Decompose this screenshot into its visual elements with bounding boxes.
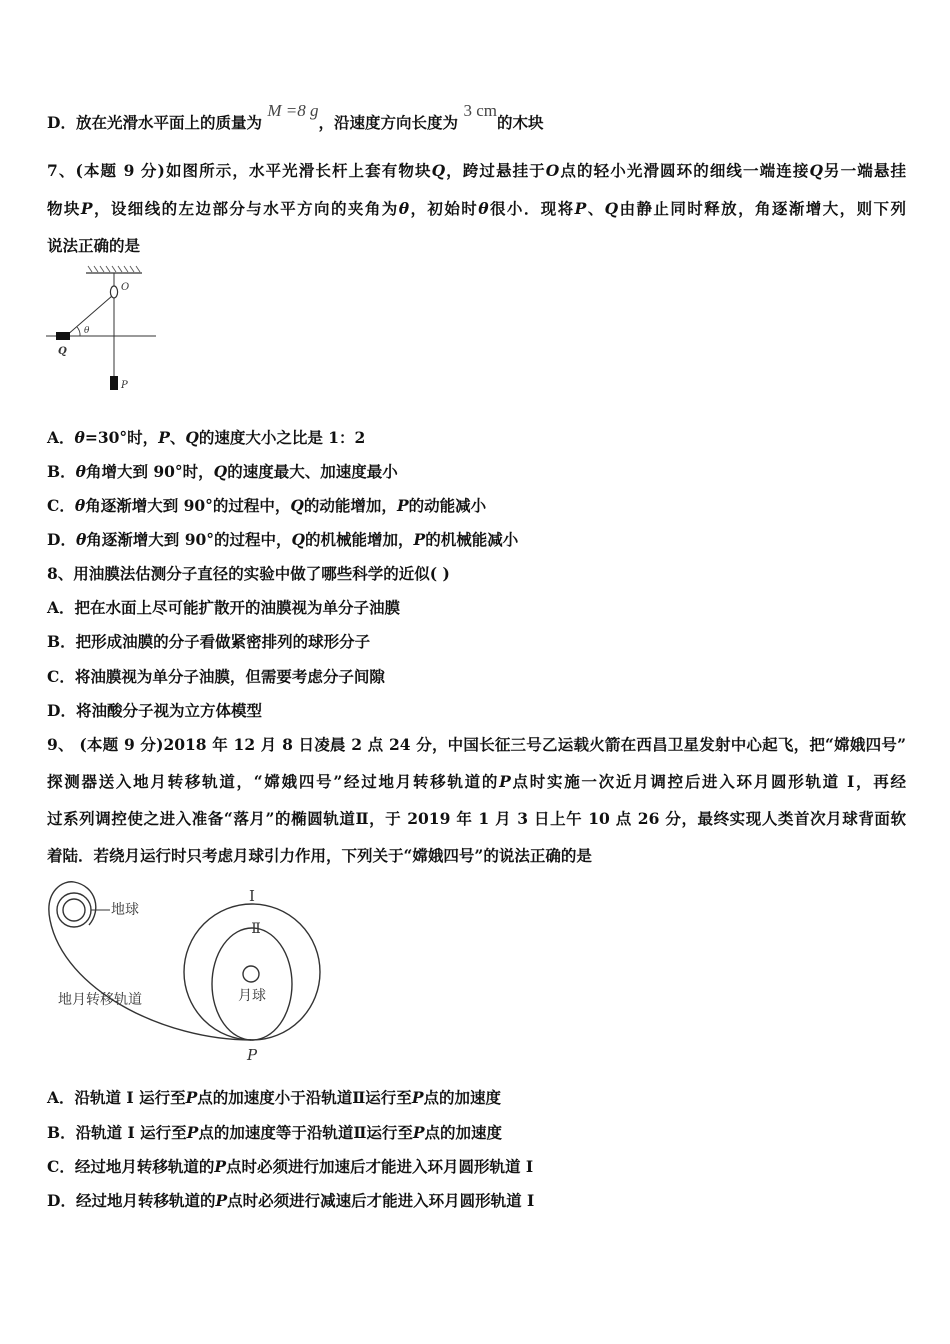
var: P <box>411 1088 424 1107</box>
var: θ <box>75 530 87 549</box>
var: Q <box>290 496 304 515</box>
text: 探测器送入地月转移轨道，“嫦娥四号”经过地月转移轨道的 <box>47 772 500 791</box>
var: P <box>185 1088 198 1107</box>
q8-option-b[interactable]: B．把形成油膜的分子看做紧密排列的球形分子 <box>47 632 371 651</box>
var: θ <box>75 462 86 481</box>
text: 点的加速度 <box>423 1088 501 1107</box>
var: P <box>396 496 409 515</box>
var: Q <box>604 199 619 218</box>
orbit-ii <box>212 928 292 1040</box>
text: 的速度最大、加速度最小 <box>227 462 398 481</box>
text: 的木块 <box>496 113 544 132</box>
text: 的机械能减小 <box>425 530 519 549</box>
text: 放在光滑水平面上的质量为 <box>75 113 262 132</box>
label-orbit-i: I <box>249 887 255 905</box>
q7-option-b[interactable] <box>47 461 398 483</box>
label-p: P <box>246 1046 258 1064</box>
q9-option-c[interactable] <box>47 1156 533 1178</box>
angle-arc <box>77 327 80 336</box>
text: 点时必须进行减速后才能进入环月圆形轨道 I <box>227 1191 535 1210</box>
text: 点的加速度小于沿轨道Ⅱ运行至 <box>197 1088 412 1107</box>
text: 的动能增加， <box>303 496 397 515</box>
text: 的机械能增加， <box>305 530 414 549</box>
var: P <box>412 1123 425 1142</box>
var: P <box>574 199 587 218</box>
text: 点的轻小光滑圆环的细线一端连接 <box>559 161 810 180</box>
transfer-orbit <box>49 882 251 1040</box>
q7-stem-line-3: 说法正确的是 <box>47 236 141 255</box>
var: Q <box>431 161 446 180</box>
q7-option-a[interactable] <box>47 427 365 449</box>
label-q: Q <box>58 346 67 357</box>
var: θ <box>74 428 85 447</box>
q7-stem-line-1 <box>47 160 906 182</box>
text: 点的加速度等于沿轨道Ⅱ运行至 <box>198 1123 413 1142</box>
block-q <box>56 332 70 340</box>
q6-option-d <box>47 101 544 134</box>
text: 物块 <box>47 199 81 218</box>
q7-option-d[interactable] <box>47 529 518 551</box>
text: 角逐渐增大到 90°的过程中， <box>85 496 291 515</box>
text: ，跨过悬挂于 <box>445 161 546 180</box>
q8-option-a[interactable]: A．把在水面上尽可能扩散开的油膜视为单分子油膜 <box>47 598 401 617</box>
q8-option-d[interactable]: D．将油酸分子视为立方体模型 <box>47 701 262 720</box>
text: 沿轨道 I 运行至 <box>75 1123 187 1142</box>
option-label: C． <box>47 1157 75 1176</box>
text: ，设细线的左边部分与水平方向的夹角为 <box>92 199 399 218</box>
mass-formula: M =8 g <box>267 101 319 120</box>
option-label: C． <box>47 496 75 515</box>
text: 角逐渐增大到 90°的过程中， <box>86 530 292 549</box>
q8-stem: 8、用油膜法估测分子直径的实验中做了哪些科学的近似( ) <box>47 564 450 583</box>
q9-stem-line-2 <box>47 771 906 793</box>
text: 沿轨道 I 运行至 <box>74 1088 186 1107</box>
block-p <box>110 376 118 390</box>
q8-option-c[interactable]: C．将油膜视为单分子油膜，但需要考虑分子间隙 <box>47 667 385 686</box>
var: Q <box>809 161 823 180</box>
q9-stem-line-3: 过系列调控使之进入准备“落月”的椭圆轨道Ⅱ，于 2019 年 1 月 3 日上午 10 点 26 分，最终实现人类首次月球背面软 <box>47 809 906 828</box>
q9-option-b[interactable] <box>47 1122 502 1144</box>
var: Q <box>213 462 228 481</box>
moon-icon <box>243 966 259 982</box>
label-earth: 地球 <box>111 902 139 918</box>
label-p: P <box>121 380 128 391</box>
text: ，初始时 <box>409 199 479 218</box>
label-theta: θ <box>84 326 90 336</box>
text: 角增大到 90°时， <box>85 462 214 481</box>
label-o: O <box>121 282 130 293</box>
text: ，沿速度方向长度为 <box>318 113 459 132</box>
var: P <box>215 1191 228 1210</box>
earth-icon <box>63 899 85 921</box>
ceiling-hatch <box>88 266 140 272</box>
q7-pulley-figure <box>44 262 160 394</box>
var: θ <box>398 199 410 218</box>
length-formula: 3 cm <box>463 101 497 120</box>
earth-outer-orbit <box>57 893 91 927</box>
q9-stem-line-1: 9、 (本题 9 分)2018 年 12 月 8 日凌晨 2 点 24 分，中国长征三号乙运载火箭在西昌卫星发射中心起飞，把“嫦娥四号” <box>47 735 906 754</box>
option-label: D． <box>47 1191 76 1210</box>
option-label: A． <box>47 1088 75 1107</box>
text: 经过地月转移轨道的 <box>75 1191 216 1210</box>
q9-option-d[interactable] <box>47 1190 534 1212</box>
var: O <box>545 161 560 180</box>
text: 的动能减小 <box>408 496 487 515</box>
text: =30°时， <box>84 428 159 447</box>
text: 很小．现将 <box>488 199 575 218</box>
label-moon: 月球 <box>238 988 266 1004</box>
text: 、 <box>169 428 186 447</box>
text: 点时必须进行加速后才能进入环月圆形轨道 I <box>226 1157 534 1176</box>
var: P <box>214 1157 227 1176</box>
text: 点时实施一次近月调控后进入环月圆形轨道 I，再经 <box>510 772 906 791</box>
text: 的速度大小之比是 1：2 <box>198 428 366 447</box>
var: P <box>158 428 170 447</box>
text: 7、(本题 9 分)如图所示，水平光滑长杆上套有物块 <box>47 161 432 180</box>
option-label: B． <box>47 462 76 481</box>
var: P <box>499 772 511 791</box>
q9-orbit-figure <box>44 880 326 1064</box>
text: 经过地月转移轨道的 <box>74 1157 215 1176</box>
var: P <box>413 530 426 549</box>
option-label: D． <box>47 113 76 132</box>
var: P <box>80 199 93 218</box>
label-transfer-orbit: 地月转移轨道 <box>58 992 142 1008</box>
var: θ <box>74 496 86 515</box>
var: θ <box>478 199 489 218</box>
option-label: B． <box>47 1123 76 1142</box>
text: 另一端悬挂 <box>822 161 906 180</box>
var: Q <box>185 428 199 447</box>
q9-option-a[interactable] <box>47 1087 501 1109</box>
text: 、 <box>586 199 605 218</box>
text: 由静止同时释放，角逐渐增大，则下列 <box>618 199 906 218</box>
q9-stem-line-4: 着陆．若绕月运行时只考虑月球引力作用，下列关于“嫦娥四号”的说法正确的是 <box>47 846 592 865</box>
option-label: D． <box>47 530 76 549</box>
var: Q <box>291 530 306 549</box>
text: 点的加速度 <box>424 1123 503 1142</box>
var: P <box>186 1123 199 1142</box>
q7-stem-line-2 <box>47 198 906 220</box>
option-label: A． <box>47 428 75 447</box>
label-orbit-ii: Ⅱ <box>251 921 261 937</box>
q7-option-c[interactable] <box>47 495 486 517</box>
